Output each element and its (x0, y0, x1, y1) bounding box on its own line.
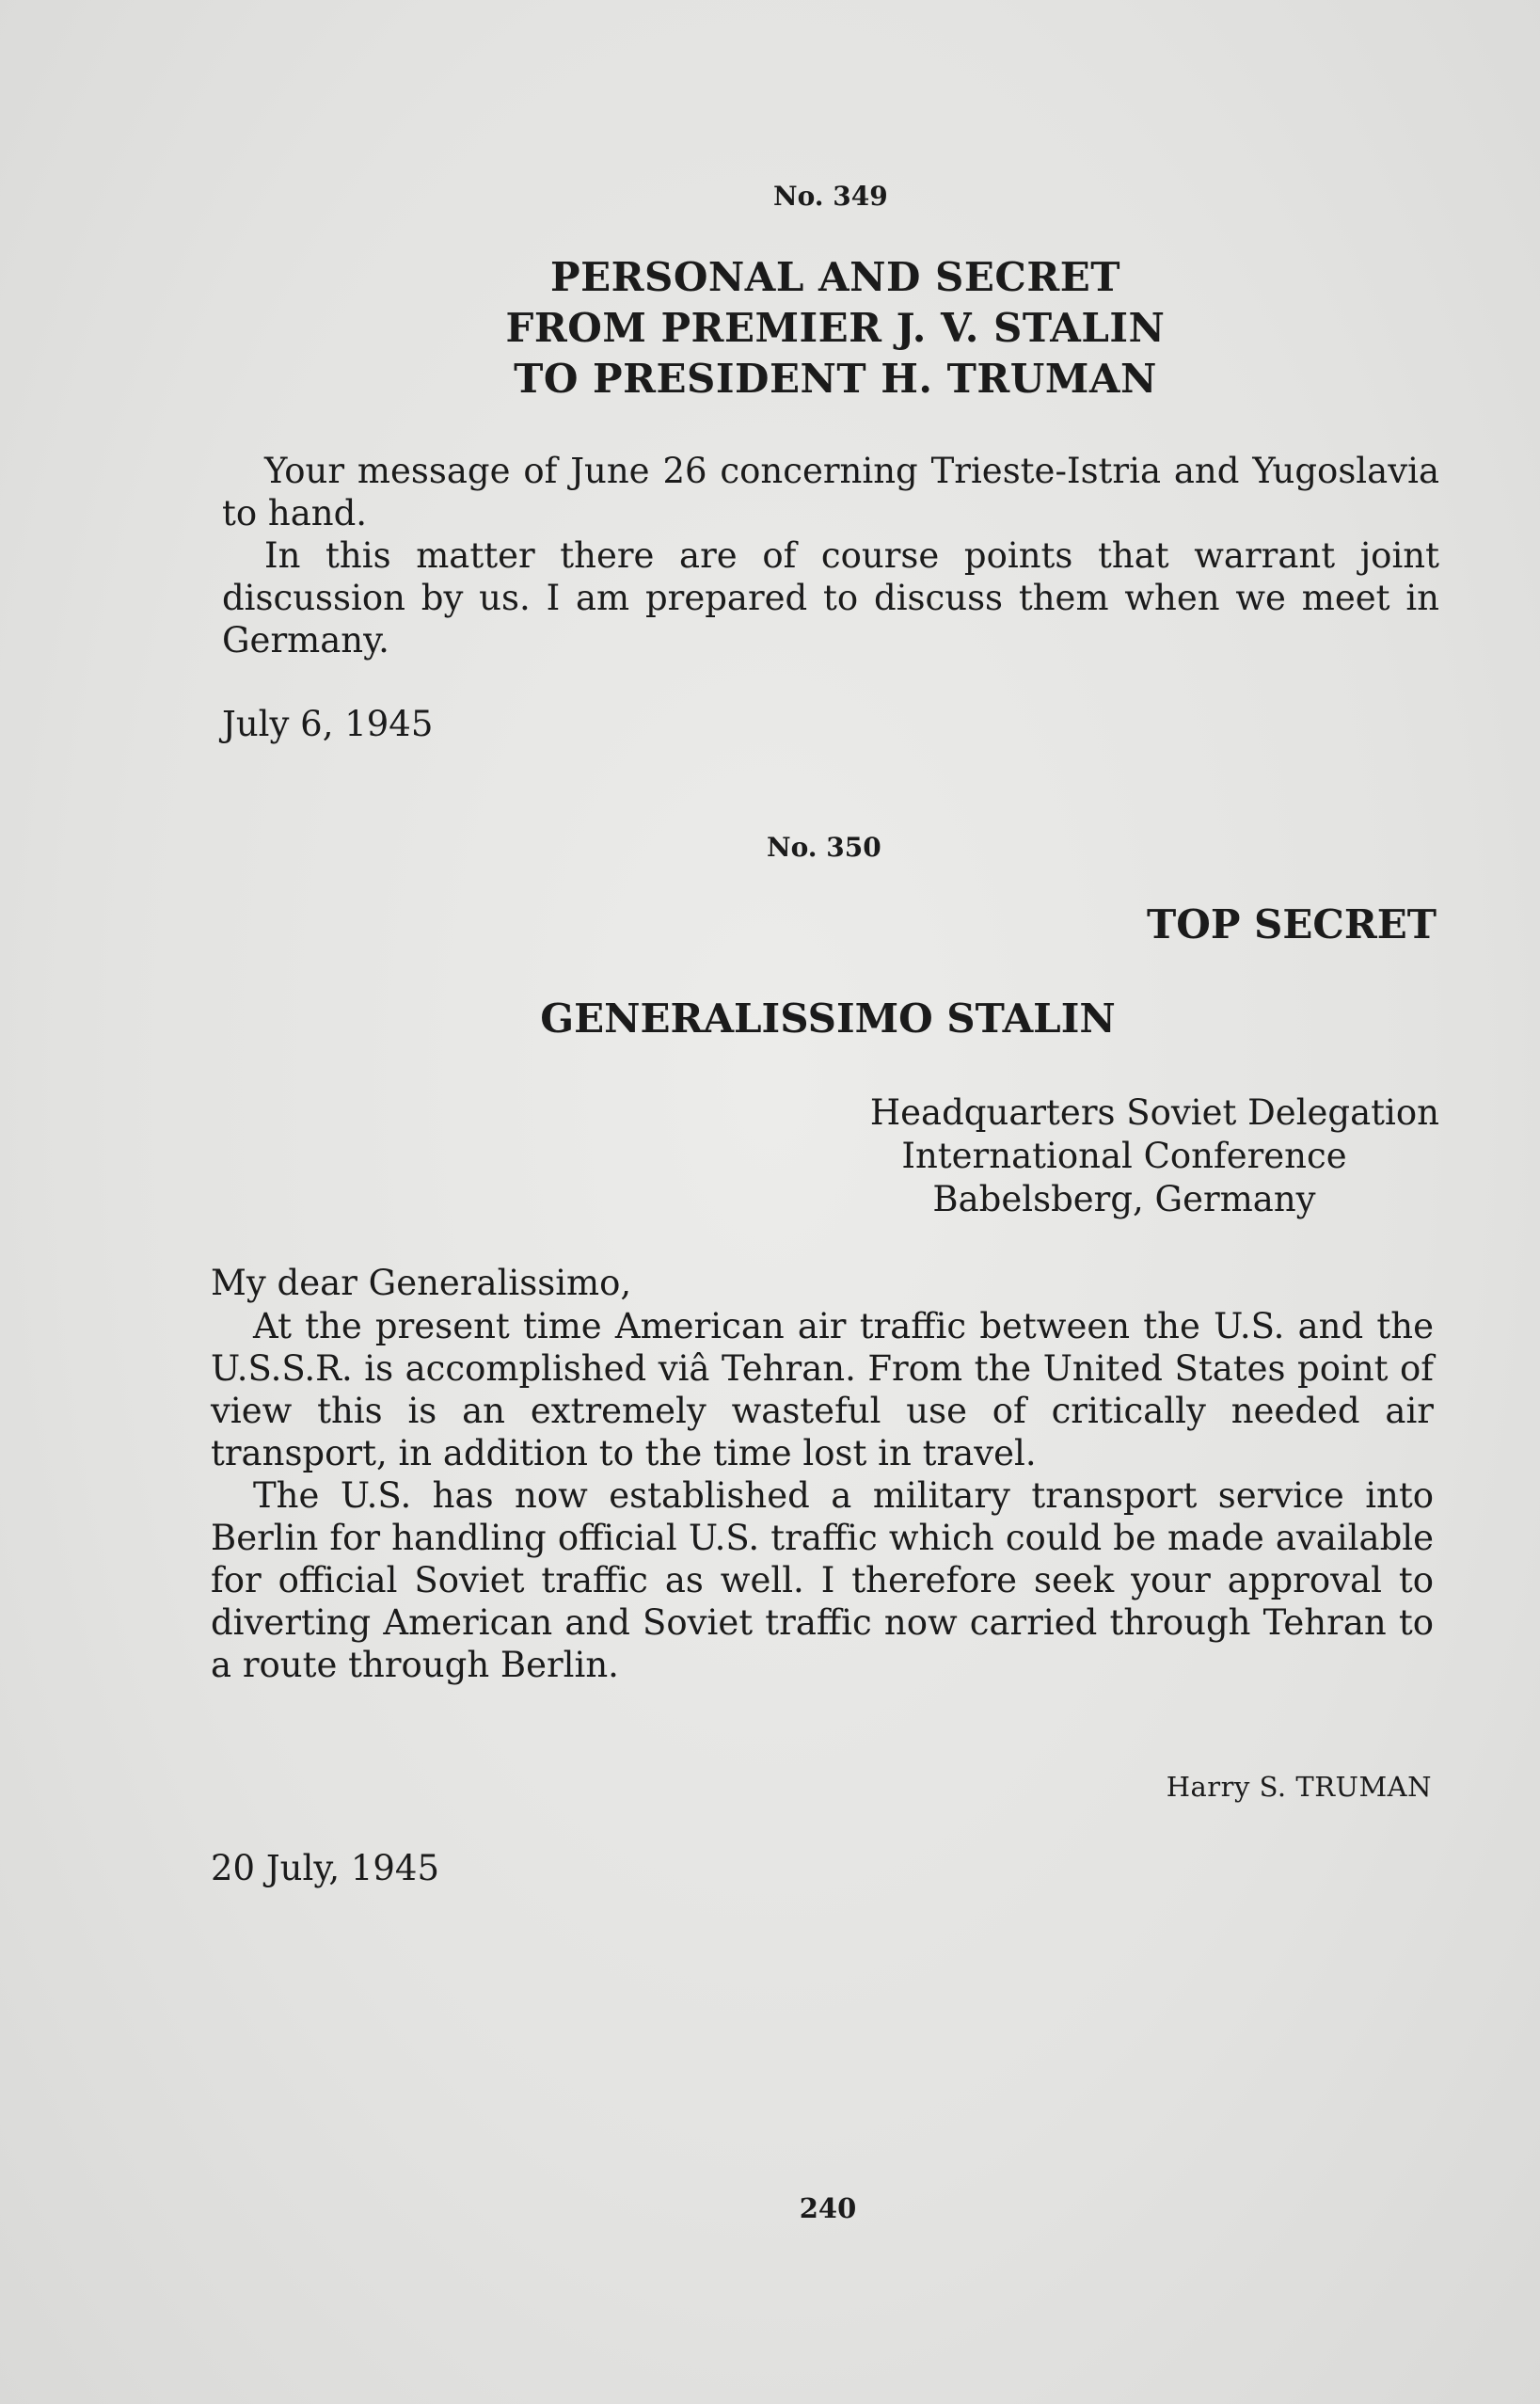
address-block (809, 1091, 1439, 1221)
addressee: GENERALISSIMO STALIN (540, 995, 1116, 1042)
address-line-2: International Conference (901, 1136, 1347, 1176)
heading-line-1: PERSONAL AND SECRET (549, 254, 1120, 300)
document-number-350: No. 350 (767, 832, 881, 863)
address-line-1: Headquarters Soviet Delegation (869, 1092, 1439, 1133)
signature: Harry S. TRUMAN (1166, 1771, 1432, 1803)
date-350: 20 July, 1945 (211, 1848, 440, 1888)
date-349: July 6, 1945 (222, 704, 434, 744)
heading-line-3: TO PRESIDENT H. TRUMAN (514, 356, 1157, 402)
heading-line-2: FROM PREMIER J. V. STALIN (505, 305, 1166, 351)
document-number-349: No. 349 (773, 181, 888, 212)
address-line-3: Babelsberg, Germany (932, 1179, 1316, 1219)
salutation: My dear Generalissimo, (211, 1263, 632, 1303)
page-number: 240 (799, 2192, 857, 2224)
paragraph-350-1: At the present time American air traffic between the U.S. and the U.S.S.R. is accomplished viâ Tehran. From the United States point of view this is an extremely wasteful use of critically needed air transport, in addition to the time lost in travel. (211, 1306, 1434, 1473)
paragraph-349-1: Your message of June 26 concerning Trieste-Istria and Yugoslavia to hand. (222, 451, 1439, 533)
heading-349 (0, 252, 1540, 405)
paragraph-350-2: The U.S. has now established a military transport service into Berlin for handling official U.S. traffic which could be made available for official Soviet traffic as well. I therefore seek your approval to diverting American and Soviet traffic now carried through Tehran to a route through Berlin. (211, 1475, 1434, 1685)
classification-label: TOP SECRET (1147, 901, 1437, 947)
paragraph-349-2: In this matter there are of course points that warrant joint discussion by us. I am prepared to discuss them when we meet in Germany. (222, 535, 1439, 661)
